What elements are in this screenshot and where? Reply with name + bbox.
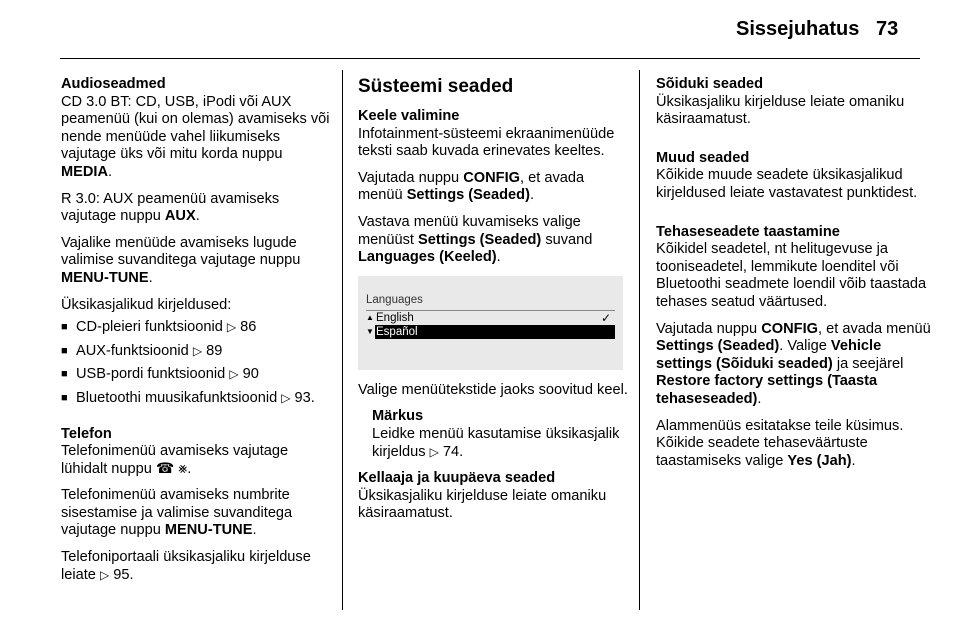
language-option-espanol: ▼ Español	[366, 325, 615, 339]
audio-function-list	[61, 319, 331, 407]
audio-paragraph-1: CD 3.0 BT: CD, USB, iPodi või AUX peamenüü (kui on olemas) avamiseks või nende menüüde vahel liikumiseks vajutage üks või mitu korda nuppu MEDIA.	[61, 93, 330, 180]
column-system-settings	[358, 76, 628, 532]
page-ref-icon: ▷	[226, 320, 237, 335]
arrow-down-icon: ▼	[366, 327, 374, 337]
column-vehicle-settings	[656, 76, 931, 479]
language-paragraph-4: Valige menüütekstide jaoks soovitud keel.	[358, 381, 628, 398]
page-ref-icon: ▷	[99, 567, 110, 582]
column-audio-phone	[61, 76, 331, 593]
note-text: Leidke menüü kasutamise üksikasjalik kirjeldus ▷ 74.	[372, 425, 620, 460]
system-settings-heading: Süsteemi seaded	[358, 76, 514, 97]
page-ref-icon: ▷	[192, 343, 203, 358]
header-divider	[60, 58, 920, 59]
note-heading: Märkus	[372, 408, 424, 425]
column-divider-2	[639, 70, 640, 610]
list-item: ■ CD-pleieri funktsioonid ▷ 86	[61, 319, 331, 337]
audio-paragraph-2: R 3.0: AUX peamenüü avamiseks vajutage nuppu AUX.	[61, 190, 280, 225]
languages-screen-image	[358, 276, 623, 370]
language-paragraph-2: Vajutada nuppu CONFIG, et avada menüü Settings (Seaded).	[358, 169, 585, 204]
list-item: ■ USB-pordi funktsioonid ▷ 90	[61, 366, 331, 384]
column-divider-1	[342, 70, 343, 610]
language-paragraph-1: Infotainment-süsteemi ekraanimenüüde teksti saab kuvada erinevates keeltes.	[358, 125, 615, 160]
phone-paragraph-1: Telefonimenüü avamiseks vajutage lühidalt nuppu ☎ ⨳.	[61, 443, 289, 477]
phone-paragraph-2: Telefonimenüü avamiseks numbrite sisestamise ja valimise suvanditega vajutage nuppu MENU-TUNE.	[61, 487, 293, 539]
phone-paragraph-3: Telefoniportaali üksikasjaliku kirjelduse leiate ▷ 95.	[61, 549, 311, 583]
factory-reset-paragraph-2: Vajutada nuppu CONFIG, et avada menüü Settings (Seaded). Valige Vehicle settings (Sõiduki seaded) ja seejärel Restore factory settings (Taasta tehaseseaded).	[656, 320, 931, 407]
phone-heading: Telefon	[61, 425, 112, 442]
language-option-english: ▲ English ✓	[366, 311, 611, 326]
other-settings-text: Kõikide muude seadete üksikasjalikud kirjeldused leiate vastavatest punktidest.	[656, 167, 918, 201]
arrow-up-icon: ▲	[366, 313, 374, 323]
list-item: ■ Bluetoothi muusikafunktsioonid ▷ 93.	[61, 390, 331, 408]
vehicle-settings-heading: Sõiduki seaded	[656, 76, 764, 92]
page-ref-icon: ▷	[281, 390, 291, 405]
page-ref-icon: ▷	[229, 367, 239, 382]
language-heading: Keele valimine	[358, 108, 460, 124]
mute-icon: ⨳	[178, 460, 188, 477]
factory-reset-paragraph-3: Alammenüüs esitatakse teile küsimus. Kõikide seadete tehaseväärtuste taastamiseks valige Yes (Jah).	[656, 417, 904, 469]
audio-heading: Audioseadmed	[61, 76, 166, 92]
audio-paragraph-3: Vajalike menüüde avamiseks lugude valimise suvanditega vajutage nuppu MENU-TUNE.	[61, 234, 301, 286]
other-settings-heading: Muud seaded	[656, 149, 750, 166]
note-box	[358, 408, 628, 461]
factory-reset-heading: Tehaseseadete taastamine	[656, 223, 840, 240]
page-ref-icon: ▷	[429, 444, 439, 459]
language-paragraph-3: Vastava menüü kuvamiseks valige menüüst Settings (Seaded) suvand Languages (Keeled).	[358, 213, 593, 266]
page-number: 73	[876, 18, 899, 40]
audio-paragraph-4: Üksikasjalikud kirjeldused:	[61, 296, 232, 313]
factory-reset-paragraph-1: Kõikidel seadetel, nt helitugevuse ja tooniseadetel, lemmikute loenditel või Bluetoothi seadmete loendil võib taastada tehases seatud väärtused.	[656, 241, 927, 310]
phone-icon: ☎	[155, 460, 175, 477]
time-date-heading: Kellaaja ja kuupäeva seaded	[358, 470, 556, 487]
time-date-text: Üksikasjaliku kirjelduse leiate omaniku käsiraamatust.	[358, 487, 607, 522]
list-item: ■ AUX-funktsioonid ▷ 89	[61, 343, 331, 361]
vehicle-settings-text: Üksikasjaliku kirjelduse leiate omaniku käsiraamatust.	[656, 93, 905, 128]
languages-screen-title: Languages	[366, 290, 615, 312]
checkmark-icon: ✓	[600, 311, 611, 326]
page-section-title: Sissejuhatus	[736, 18, 860, 40]
